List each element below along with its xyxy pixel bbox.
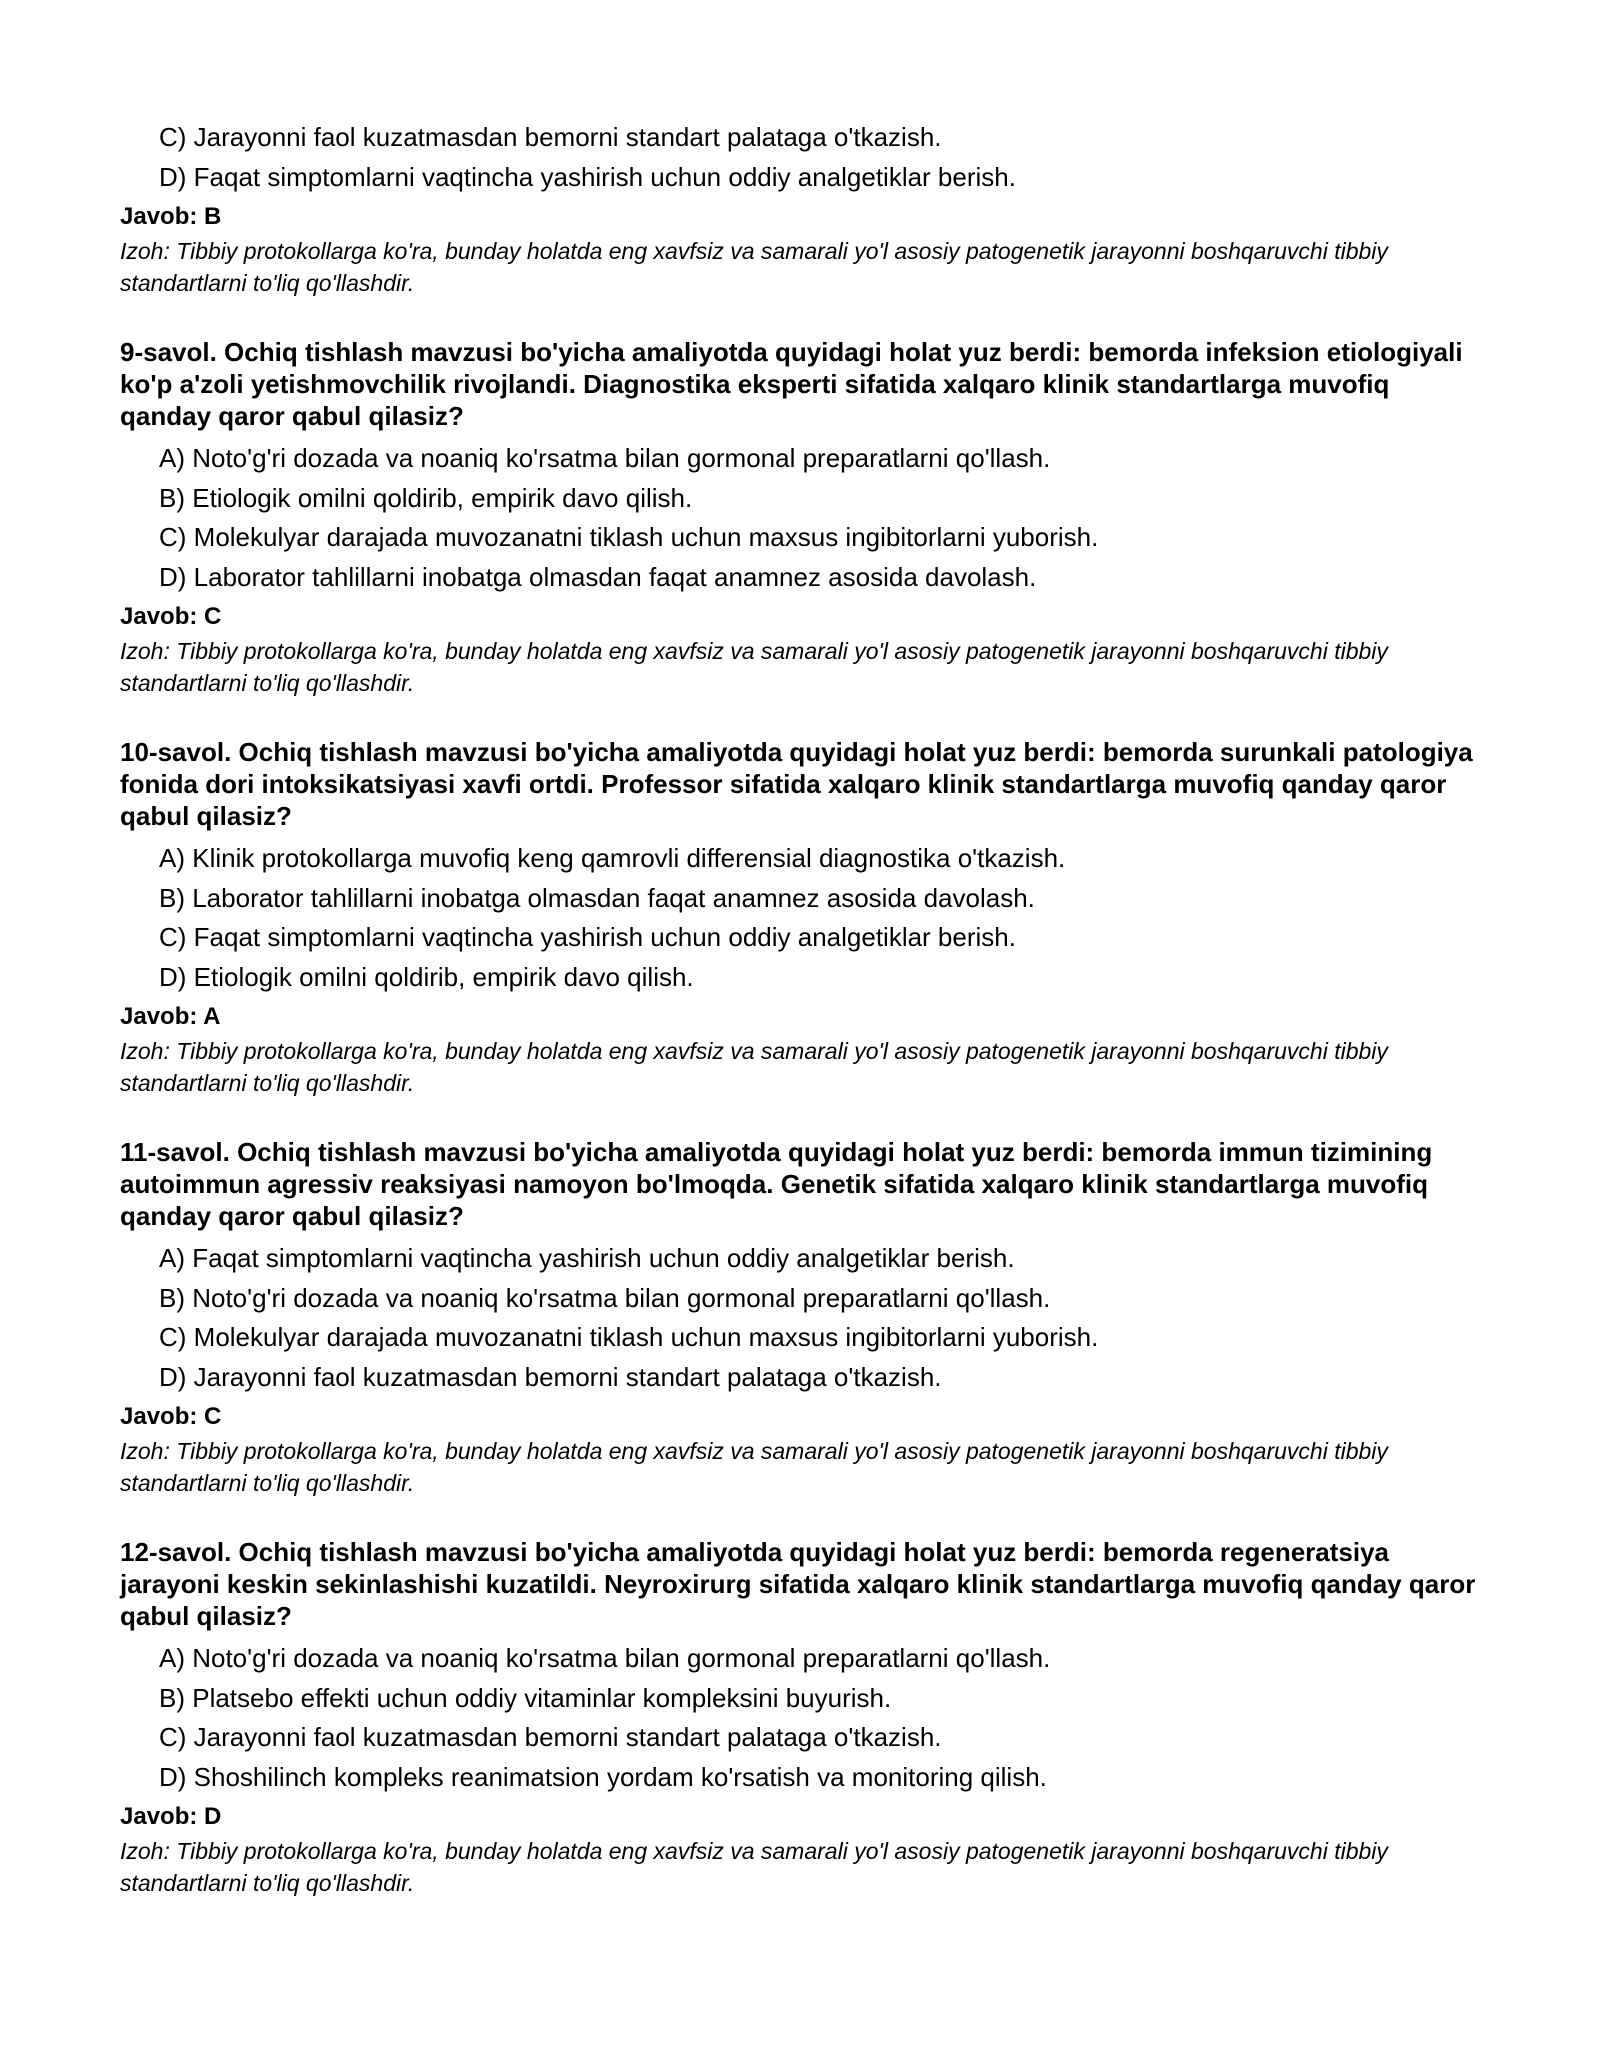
answer-option: A) Faqat simptomlarni vaqtincha yashirish uchun oddiy analgetiklar berish. xyxy=(159,1243,1015,1273)
answer-option: B) Etiologik omilni qoldirib, empirik davo qilish. xyxy=(159,482,693,513)
question-title: 11-savol. Ochiq tishlash mavzusi bo'yicha amaliyotda quyidagi holat yuz berdi: bemorda immun tizimining autoimmun agressiv reaksiyasi namoyon bo'lmoqda. Genetik sifatida xalqaro klinik standartlarga muvofiq qanday qaror qabul qilasiz? xyxy=(120,1137,1433,1231)
answer-label: Javob: A xyxy=(120,1003,221,1030)
answer-option: D) Faqat simptomlarni vaqtincha yashirish uchun oddiy analgetiklar berish. xyxy=(159,161,1016,192)
answer-option: D) Laborator tahlillarni inobatga olmasdan faqat anamnez asosida davolash. xyxy=(159,561,1037,592)
question-title: 12-savol. Ochiq tishlash mavzusi bo'yicha amaliyotda quyidagi holat yuz berdi: bemorda regeneratsiya jarayoni keskin sekinlashishi kuzatildi. Neyroxirurg sifatida xalqaro klinik standartlarga muvofiq qanday qaror qabul qilasiz? xyxy=(120,1537,1476,1631)
question-title: 9-savol. Ochiq tishlash mavzusi bo'yicha amaliyotda quyidagi holat yuz berdi: bemorda infeksion etiologiyali ko'p a'zoli yetishmovchilik rivojlandi. Diagnostika eksperti sifatida xalqaro klinik standartlarga muvofiq qanday qaror qabul qilasiz? xyxy=(120,337,1463,431)
previous-question-fragment xyxy=(120,118,1480,299)
answer-option: C) Molekulyar darajada muvozanatni tiklash uchun maxsus ingibitorlarni yuborish. xyxy=(159,1322,1099,1352)
answer-option: C) Faqat simptomlarni vaqtincha yashirish uchun oddiy analgetiklar berish. xyxy=(159,922,1016,952)
answer-option: D) Etiologik omilni qoldirib, empirik davo qilish. xyxy=(159,961,694,992)
explanation-text: Izoh: Tibbiy protokollarga ko'ra, bunday holatda eng xavfsiz va samarali yo'l asosiy patogenetik jarayonni boshqaruvchi tibbiy standartlarni to'liq qo'llashdir. xyxy=(120,1838,1388,1896)
question-title: 10-savol. Ochiq tishlash mavzusi bo'yicha amaliyotda quyidagi holat yuz berdi: bemorda surunkali patologiya fonida dori intoksikatsiyasi xavfi ortdi. Professor sifatida xalqaro klinik standartlarga muvofiq qanday qaror qabul qilasiz? xyxy=(120,737,1473,831)
answer-option: B) Noto'g'ri dozada va noaniq ko'rsatma bilan gormonal preparatlarni qo'llash. xyxy=(159,1282,1051,1313)
question-block-12 xyxy=(120,1536,1480,1899)
answer-option: D) Shoshilinch kompleks reanimatsion yordam ko'rsatish va monitoring qilish. xyxy=(159,1761,1047,1792)
explanation-text: Izoh: Tibbiy protokollarga ko'ra, bunday holatda eng xavfsiz va samarali yo'l asosiy patogenetik jarayonni boshqaruvchi tibbiy standartlarni to'liq qo'llashdir. xyxy=(120,1438,1388,1496)
question-block-9 xyxy=(120,336,1480,699)
answer-label: Javob: C xyxy=(120,1403,222,1430)
explanation-text: Izoh: Tibbiy protokollarga ko'ra, bunday holatda eng xavfsiz va samarali yo'l asosiy patogenetik jarayonni boshqaruvchi tibbiy standartlarni to'liq qo'llashdir. xyxy=(120,238,1388,296)
answer-option: A) Noto'g'ri dozada va noaniq ko'rsatma bilan gormonal preparatlarni qo'llash. xyxy=(159,1643,1051,1673)
answer-option: A) Klinik protokollarga muvofiq keng qamrovli differensial diagnostika o'tkazish. xyxy=(159,843,1066,873)
answer-option: B) Laborator tahlillarni inobatga olmasdan faqat anamnez asosida davolash. xyxy=(159,882,1035,913)
answer-option: C) Jarayonni faol kuzatmasdan bemorni standart palataga o'tkazish. xyxy=(159,122,942,152)
question-block-11 xyxy=(120,1136,1480,1499)
answer-label: Javob: D xyxy=(120,1803,222,1830)
answer-option: A) Noto'g'ri dozada va noaniq ko'rsatma bilan gormonal preparatlarni qo'llash. xyxy=(159,443,1051,473)
answer-label: Javob: C xyxy=(120,603,222,630)
explanation-text: Izoh: Tibbiy protokollarga ko'ra, bunday holatda eng xavfsiz va samarali yo'l asosiy patogenetik jarayonni boshqaruvchi tibbiy standartlarni to'liq qo'llashdir. xyxy=(120,638,1388,696)
question-block-10 xyxy=(120,736,1480,1099)
explanation-text: Izoh: Tibbiy protokollarga ko'ra, bunday holatda eng xavfsiz va samarali yo'l asosiy patogenetik jarayonni boshqaruvchi tibbiy standartlarni to'liq qo'llashdir. xyxy=(120,1038,1388,1096)
answer-option: C) Molekulyar darajada muvozanatni tiklash uchun maxsus ingibitorlarni yuborish. xyxy=(159,522,1099,552)
answer-option: B) Platsebo effekti uchun oddiy vitaminlar kompleksini buyurish. xyxy=(159,1682,892,1713)
document-page xyxy=(120,118,1480,1899)
answer-option: C) Jarayonni faol kuzatmasdan bemorni standart palataga o'tkazish. xyxy=(159,1722,942,1752)
answer-option: D) Jarayonni faol kuzatmasdan bemorni standart palataga o'tkazish. xyxy=(159,1361,942,1392)
answer-label: Javob: B xyxy=(120,203,222,230)
